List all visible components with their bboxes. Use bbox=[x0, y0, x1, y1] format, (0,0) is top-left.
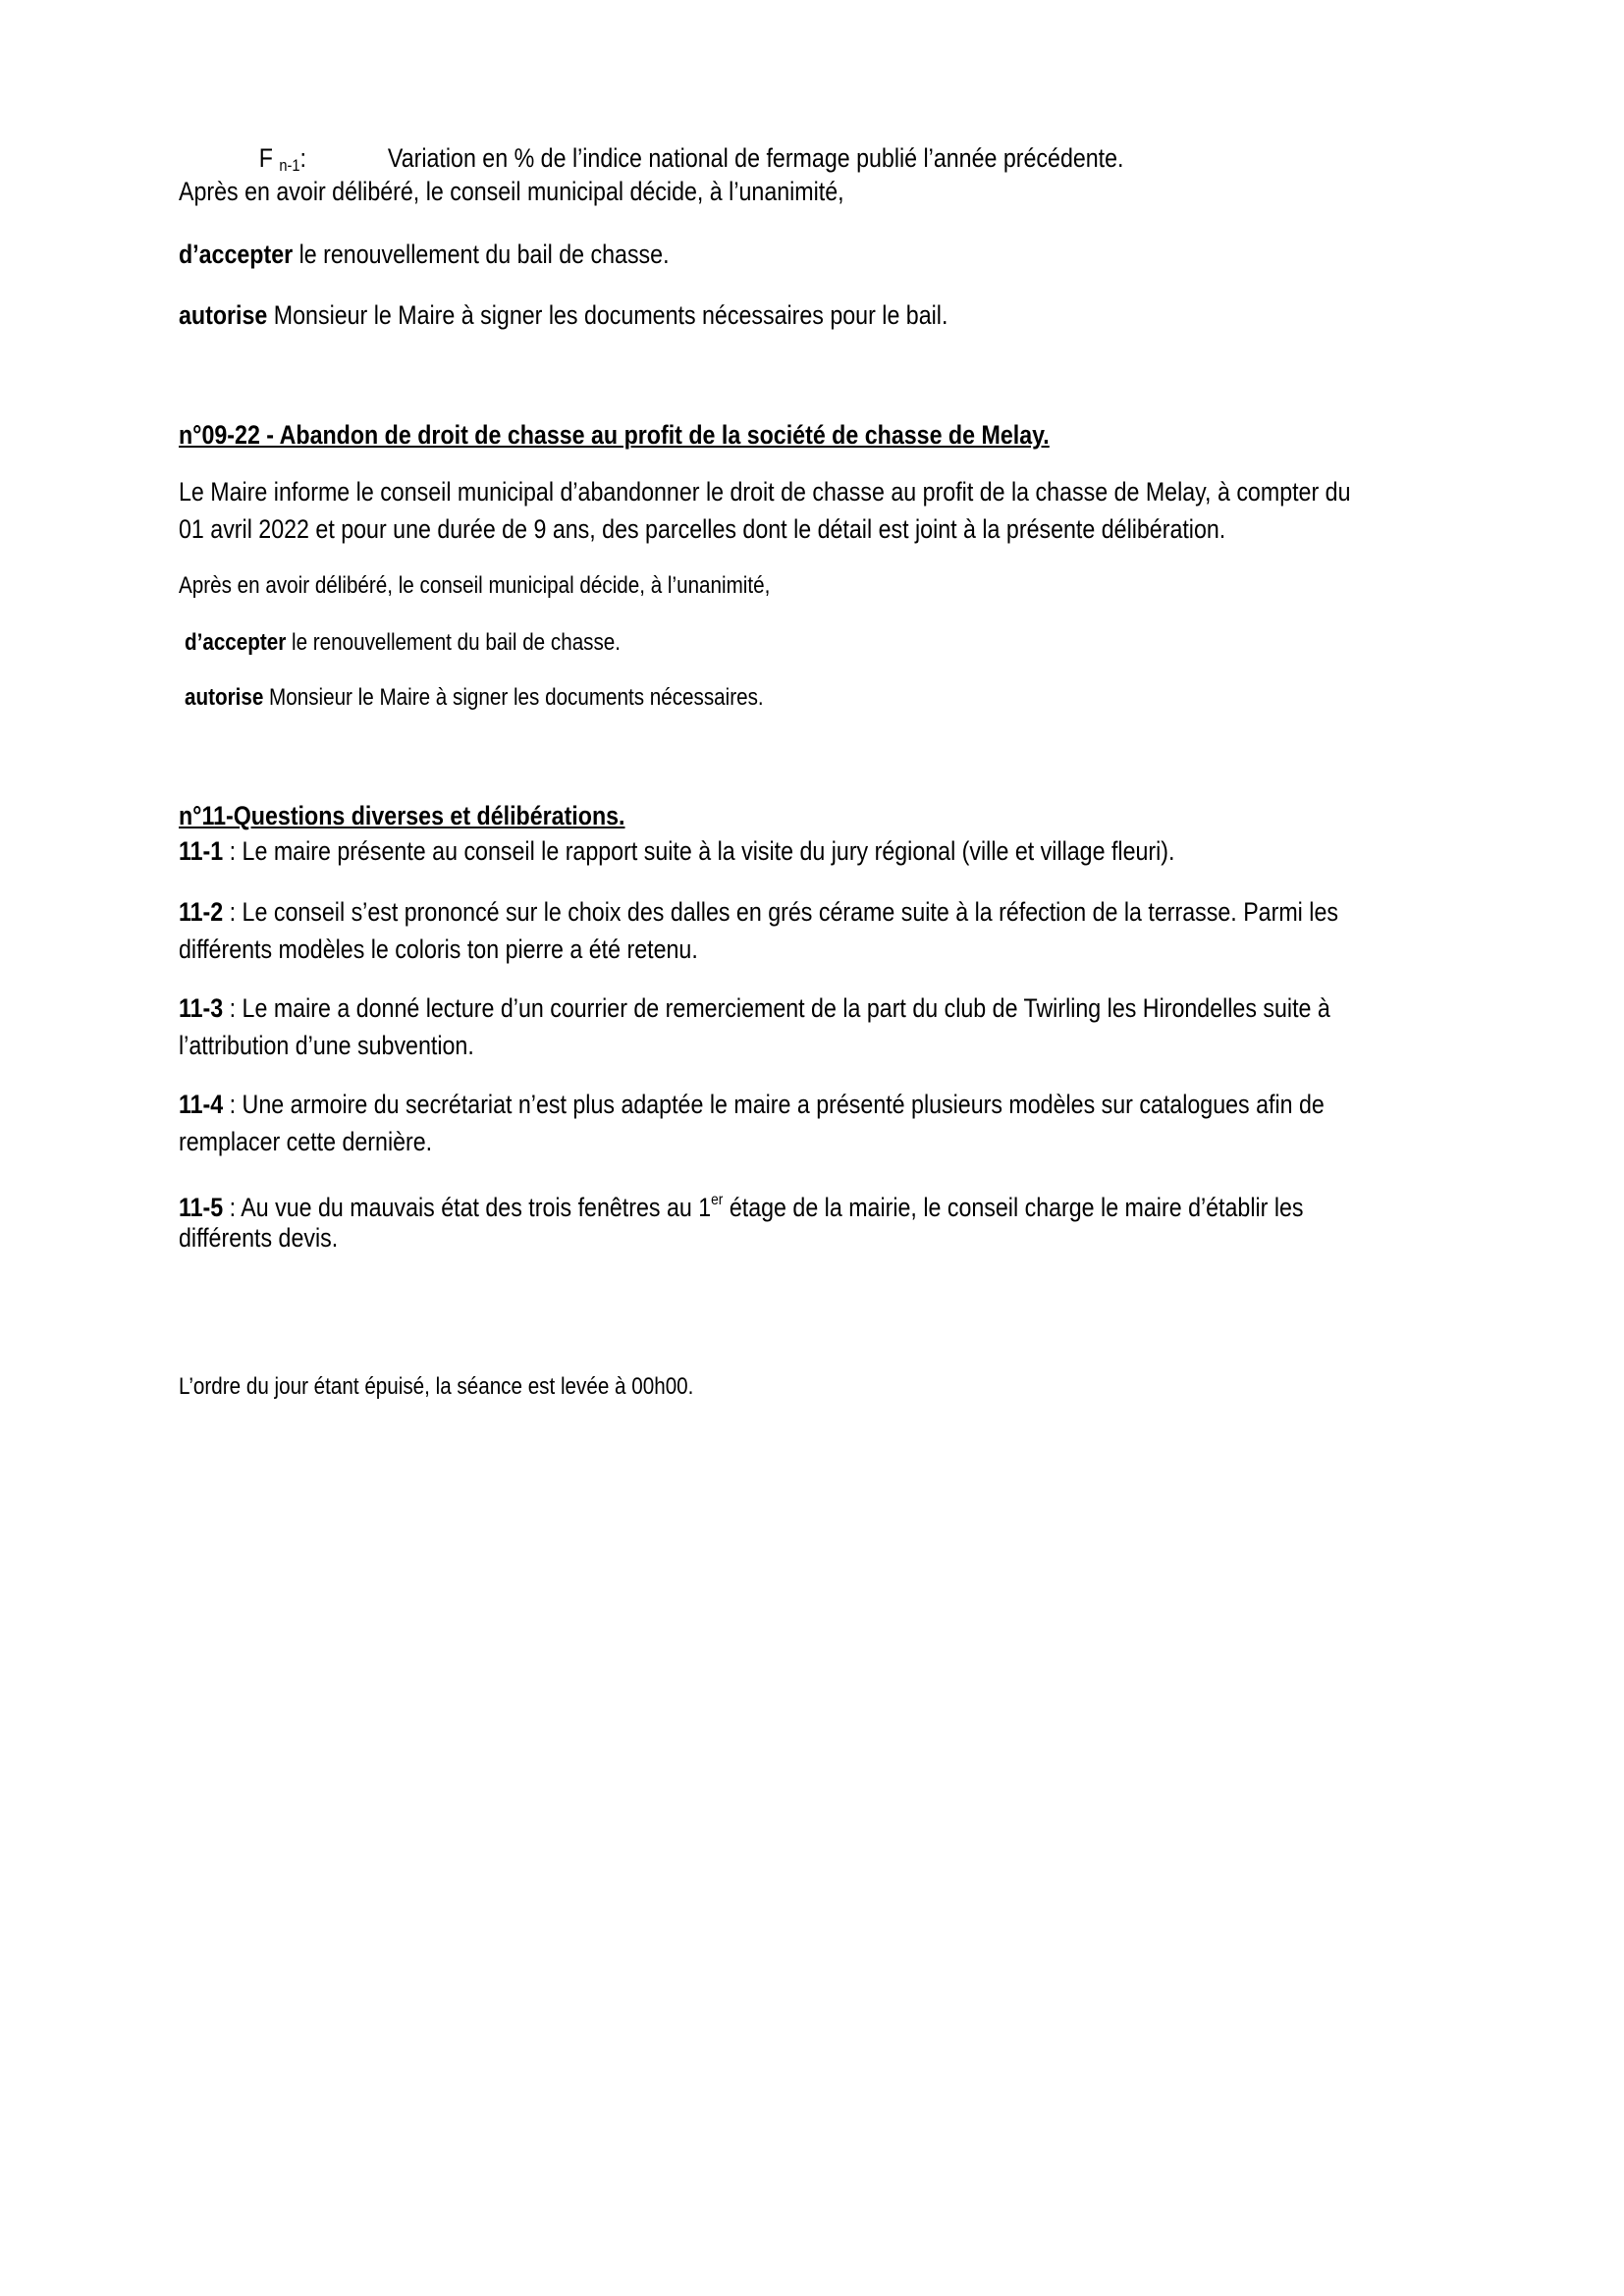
bail-authorize-text: Monsieur le Maire à signer les documents nécessaires pour le bail. bbox=[267, 300, 948, 330]
section-0922-intro-line2: 01 avril 2022 et pour une durée de 9 ans, des parcelles dont le détail est joint à la présente délibération. bbox=[179, 514, 1226, 544]
item-11-5-continuation: différents devis. bbox=[179, 1223, 339, 1253]
formula-subscript: n-1 bbox=[279, 156, 300, 175]
formula-definition: Variation en % de l’indice national de fermage publié l’année précédente. bbox=[387, 143, 1124, 173]
section-0922-accept-text: le renouvellement du bail de chasse. bbox=[286, 629, 622, 656]
item-11-5-text-a: : Au vue du mauvais état des trois fenêtres au 1 bbox=[223, 1193, 712, 1222]
item-11-3-number: 11-3 bbox=[179, 993, 224, 1023]
bail-authorize-line bbox=[179, 296, 1276, 334]
item-11-5-text-b: étage de la mairie, le conseil charge le maire d’établir les bbox=[723, 1193, 1304, 1222]
item-11-2-text: : Le conseil s’est prononcé sur le choix des dalles en grés cérame suite à la réfection de la terrasse. Parmi les bbox=[223, 897, 1338, 927]
formula-symbol: F bbox=[258, 143, 273, 173]
item-11-1 bbox=[179, 832, 1276, 870]
item-11-3-continuation: l’attribution d’une subvention. bbox=[179, 1031, 474, 1060]
item-11-3 bbox=[179, 989, 1330, 1027]
item-11-5-number: 11-5 bbox=[179, 1193, 224, 1222]
item-11-5-superscript: er bbox=[711, 1192, 724, 1208]
item-11-2-continuation: différents modèles le coloris ton pierre a été retenu. bbox=[179, 934, 698, 964]
item-11-3-text: : Le maire a donné lecture d’un courrier de remerciement de la part du club de Twirling les Hirondelles suite à bbox=[223, 993, 1330, 1023]
bail-deliberation: Après en avoir délibéré, le conseil municipal décide, à l’unanimité, bbox=[179, 177, 844, 206]
section-0922-intro-line1: Le Maire informe le conseil municipal d’abandonner le droit de chasse au profit de la chasse de Melay, à compter du bbox=[179, 477, 1351, 507]
bail-accept-bold: d’accepter bbox=[179, 240, 294, 269]
item-11-2 bbox=[179, 893, 1338, 931]
item-11-4-number: 11-4 bbox=[179, 1090, 224, 1119]
item-11-1-text: : Le maire présente au conseil le rapport suite à la visite du jury régional (ville et village fleuri). bbox=[223, 836, 1175, 866]
item-11-4 bbox=[179, 1086, 1325, 1123]
item-11-1-number: 11-1 bbox=[179, 836, 224, 866]
section-0922-authorize-text: Monsieur le Maire à signer les documents nécessaires. bbox=[263, 684, 764, 711]
bail-authorize-bold: autorise bbox=[179, 300, 268, 330]
section-0922-accept-line bbox=[185, 626, 1282, 660]
bail-accept-text: le renouvellement du bail de chasse. bbox=[293, 240, 670, 269]
section-0922-authorize-line bbox=[185, 681, 1282, 715]
item-11-2-number: 11-2 bbox=[179, 897, 224, 927]
formula-colon: : bbox=[299, 143, 306, 173]
bail-accept-line bbox=[179, 236, 1276, 273]
section-11-heading: n°11-Questions diverses et délibérations. bbox=[179, 801, 625, 830]
section-0922-authorize-bold: autorise bbox=[185, 684, 264, 711]
closing-statement: L’ordre du jour étant épuisé, la séance est levée à 00h00. bbox=[179, 1373, 694, 1400]
section-0922-heading: n°09-22 - Abandon de droit de chasse au profit de la société de chasse de Melay. bbox=[179, 420, 1050, 450]
item-11-4-text: : Une armoire du secrétariat n’est plus adaptée le maire a présenté plusieurs modèles sur catalogues afin de bbox=[223, 1090, 1325, 1119]
section-0922-accept-bold: d’accepter bbox=[185, 629, 287, 656]
item-11-4-continuation: remplacer cette dernière. bbox=[179, 1127, 433, 1156]
section-0922-deliberation: Après en avoir délibéré, le conseil municipal décide, à l’unanimité, bbox=[179, 572, 771, 599]
